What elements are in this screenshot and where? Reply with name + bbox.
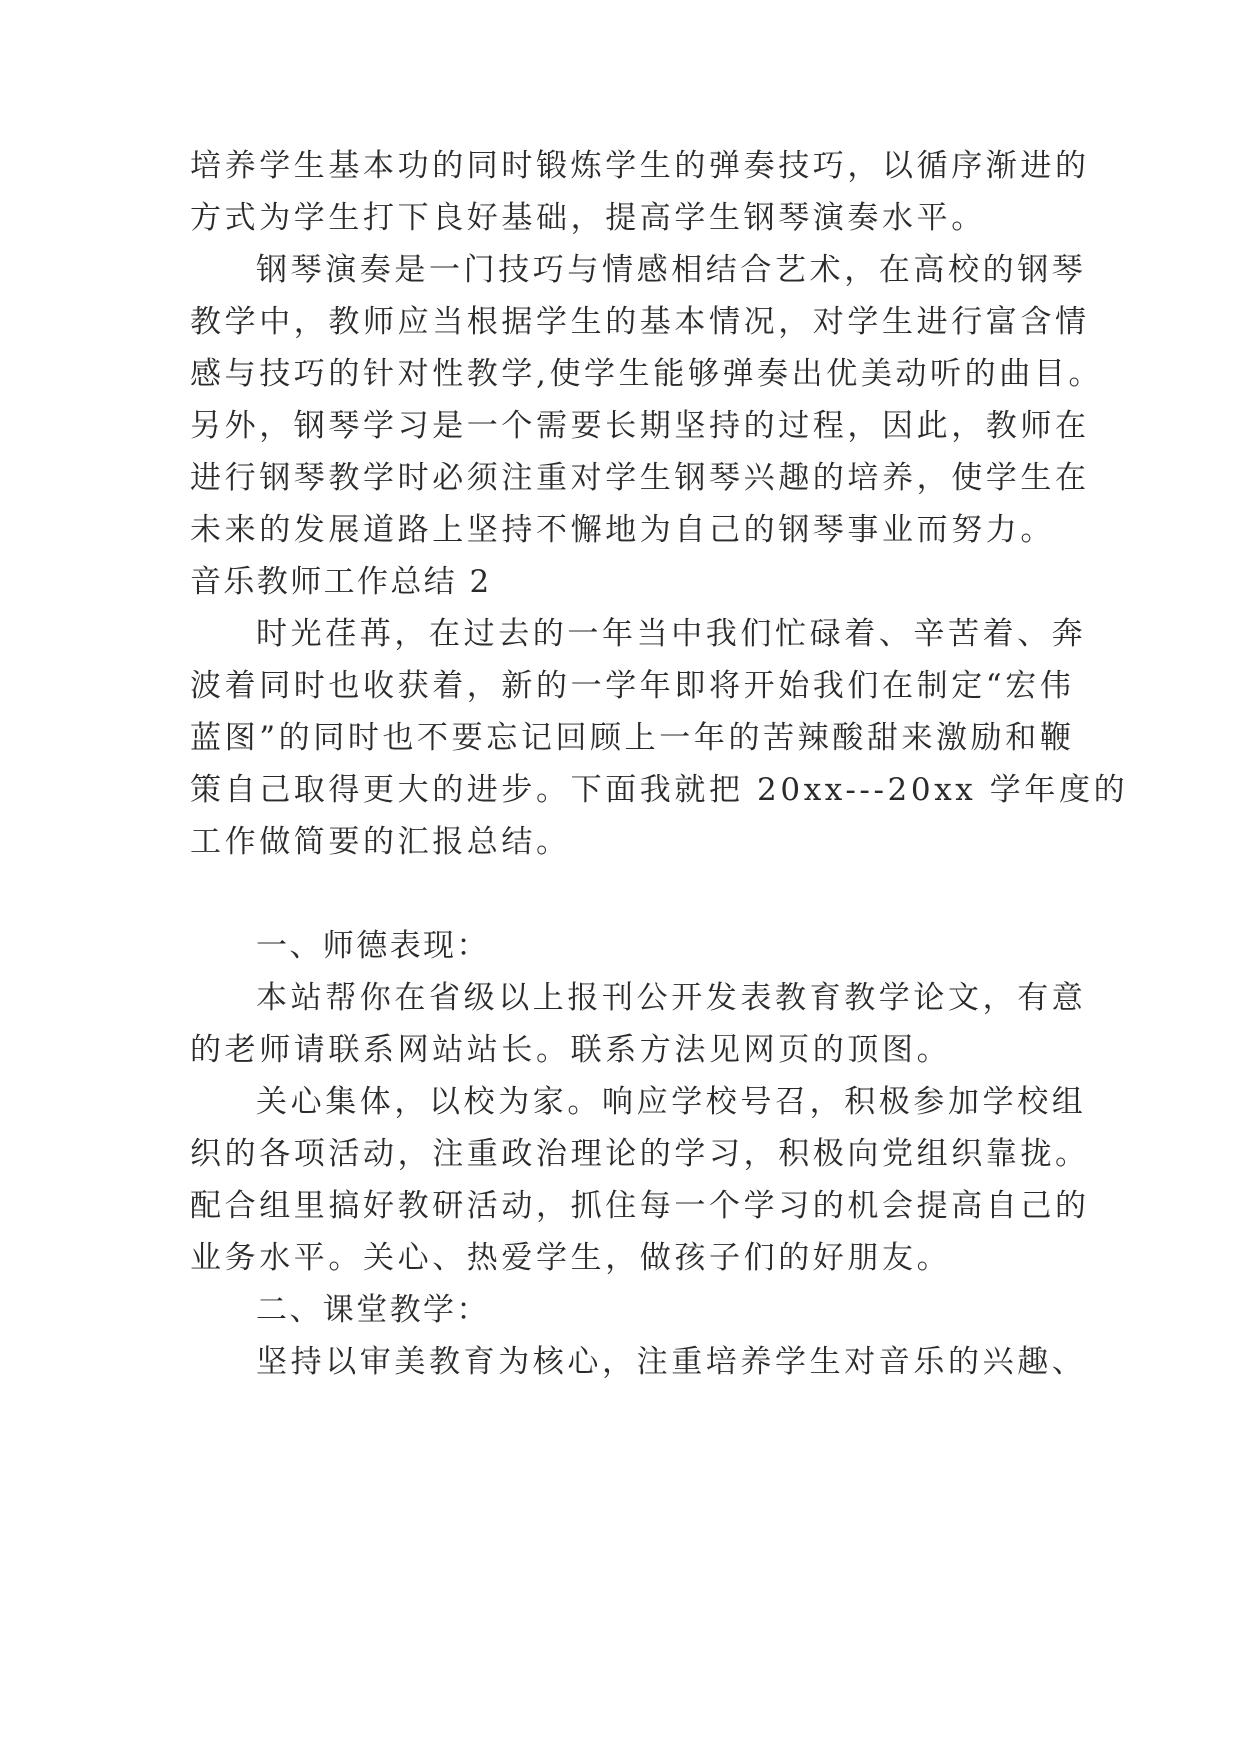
text-line: 培养学生基本功的同时锻炼学生的弹奏技巧，以循序渐进的 <box>190 148 1090 184</box>
text-line: 业务水平。关心、热爱学生，做孩子们的好朋友。 <box>190 1240 952 1276</box>
text-line: 感与技巧的针对性教学,使学生能够弹奏出优美动听的曲目。 <box>190 356 1104 392</box>
text-line: 蓝图”的同时也不要忘记回顾上一年的苦辣酸甜来激励和鞭 <box>190 720 1075 756</box>
text-line: 未来的发展道路上坚持不懈地为自己的钢琴事业而努力。 <box>190 512 1055 548</box>
text-line: 坚持以审美教育为核心，注重培养学生对音乐的兴趣、 <box>256 1344 1087 1380</box>
text-line: 波着同时也收获着，新的一学年即将开始我们在制定“宏伟 <box>190 668 1075 704</box>
text-line: 钢琴演奏是一门技巧与情感相结合艺术，在高校的钢琴 <box>256 252 1087 288</box>
text-line: 进行钢琴教学时必须注重对学生钢琴兴趣的培养，使学生在 <box>190 460 1090 496</box>
text-line: 的老师请联系网站站长。联系方法见网页的顶图。 <box>190 1032 952 1068</box>
section-heading: 音乐教师工作总结 2 <box>190 564 492 600</box>
text-line: 时光荏苒，在过去的一年当中我们忙碌着、辛苦着、奔 <box>256 616 1087 652</box>
text-line: 配合组里搞好教研活动，抓住每一个学习的机会提高自己的 <box>190 1188 1090 1224</box>
text-line: 工作做简要的汇报总结。 <box>190 824 571 860</box>
text-line: 关心集体，以校为家。响应学校号召，积极参加学校组 <box>256 1084 1087 1120</box>
subsection-heading: 二、课堂教学： <box>256 1292 490 1328</box>
text-line: 方式为学生打下良好基础，提高学生钢琴演奏水平。 <box>190 200 986 236</box>
subsection-heading: 一、师德表现： <box>256 928 490 964</box>
text-line: 教学中，教师应当根据学生的基本情况，对学生进行富含情 <box>190 304 1090 340</box>
text-line: 策自己取得更大的进步。下面我就把 20xx---20xx 学年度的 <box>190 772 1129 808</box>
text-line: 另外，钢琴学习是一个需要长期坚持的过程，因此，教师在 <box>190 408 1090 444</box>
text-line: 织的各项活动，注重政治理论的学习，积极向党组织靠拢。 <box>190 1136 1090 1172</box>
text-line: 本站帮你在省级以上报刊公开发表教育教学论文，有意 <box>256 980 1087 1016</box>
